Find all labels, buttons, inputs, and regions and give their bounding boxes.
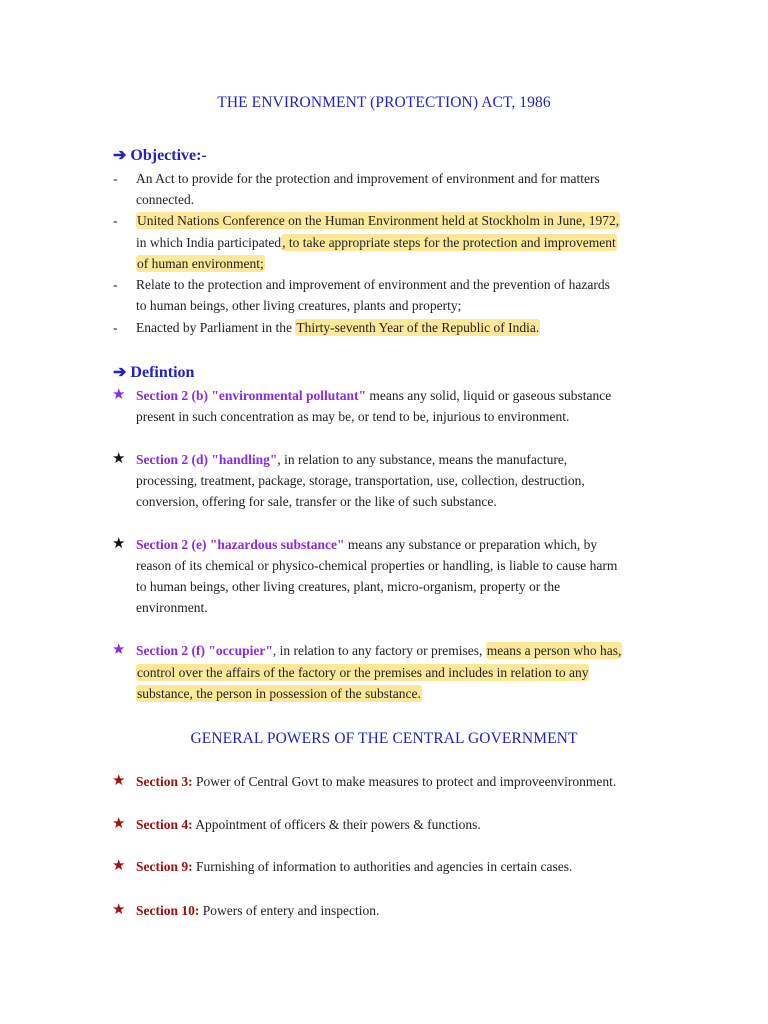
definition-1-line-1 <box>136 385 611 406</box>
highlight: control over the affairs of the factory or the premises and includes in relation to any <box>137 665 589 680</box>
definition-4-line-2 <box>136 662 589 683</box>
objective-2-line-2 <box>136 232 617 253</box>
star-icon: ★ <box>112 773 126 789</box>
star-icon: ★ <box>112 536 126 552</box>
objective-2-line-2a: in which India participated <box>136 235 282 250</box>
definition-text: , in relation to any substance, means the manufacture, <box>277 452 568 467</box>
section-text: Furnishing of information to authorities and agencies in certain cases. <box>192 859 573 874</box>
objective-3-line-2: to human beings, other living creatures, plants and property; <box>136 298 462 313</box>
star-icon: ★ <box>112 858 126 874</box>
section-number: Section 3: <box>136 774 193 789</box>
definition-3-line-4: environment. <box>136 600 208 615</box>
objective-2-line-3 <box>136 253 265 274</box>
section-number: Section 4: <box>136 817 193 832</box>
highlight: Thirty-seventh Year of the Republic of India. <box>296 320 540 335</box>
definition-term: Section 2 (e) "hazardous substance" <box>136 537 345 552</box>
objective-4-line-1 <box>136 317 540 338</box>
definition-1-line-2: present in such concentration as may be, or tend to be, injurious to environment. <box>136 409 570 424</box>
definition-3-line-2: reason of its chemical or physico-chemical properties or handling, is liable to cause harm <box>136 558 618 573</box>
section-number: Section 10: <box>136 903 200 918</box>
star-icon: ★ <box>112 642 126 658</box>
definition-term: Section 2 (b) "environmental pollutant" <box>136 388 367 403</box>
arrow-icon: ➔ <box>113 364 127 381</box>
section-text: Appointment of officers & their powers & functions. <box>192 817 481 832</box>
star-icon: ★ <box>112 816 126 832</box>
section-text: Powers of entery and inspection. <box>199 903 380 918</box>
definition-4-line-3 <box>136 683 422 704</box>
definition-2-line-1 <box>136 449 567 470</box>
objective-4-line-1a: Enacted by Parliament in the <box>136 320 296 335</box>
objective-1-line-1: An Act to provide for the protection and improvement of environment and for matters <box>136 171 600 186</box>
highlight: of human environment; <box>137 256 264 271</box>
objective-3-line-1: Relate to the protection and improvement of environment and the prevention of hazards <box>136 277 610 292</box>
section-text: Power of Central Govt to make measures to protect and improveenvironment. <box>192 774 617 789</box>
highlight: means a person who has, <box>486 643 622 658</box>
highlight: United Nations Conference on the Human Environment held at Stockholm in June, 1972, <box>137 213 620 228</box>
definition-3-line-3: to human beings, other living creatures, plant, micro-organism, property or the <box>136 579 561 594</box>
definition-term: Section 2 (f) "occupier" <box>136 643 273 658</box>
definition-text: , in relation to any factory or premises, <box>272 643 486 658</box>
bullet-dash: - <box>113 171 118 186</box>
bullet-dash: - <box>113 320 118 335</box>
star-icon: ★ <box>112 451 126 467</box>
bullet-dash: - <box>113 277 118 292</box>
objective-2-line-1 <box>136 210 620 231</box>
definition-heading <box>113 362 194 382</box>
definition-4-line-1 <box>136 640 622 661</box>
definition-term: Section 2 (d) "handling" <box>136 452 278 467</box>
section-number: Section 9: <box>136 859 193 874</box>
power-item <box>136 814 481 835</box>
bullet-dash: - <box>113 213 118 228</box>
highlight: , to take appropriate steps for the protection and improvement <box>282 235 616 250</box>
definition-2-line-2: processing, treatment, package, storage, transportation, use, collection, destruction, <box>136 473 585 488</box>
definition-2-line-3: conversion, offering for sale, transfer or the like of such substance. <box>136 494 497 509</box>
objective-heading <box>113 145 207 165</box>
definition-text: means any solid, liquid or gaseous substance <box>366 388 612 403</box>
definition-text: means any substance or preparation which, by <box>344 537 598 552</box>
star-icon: ★ <box>112 902 126 918</box>
star-icon: ★ <box>112 387 126 403</box>
definition-heading-text: Defintion <box>130 364 195 381</box>
powers-heading: GENERAL POWERS OF THE CENTRAL GOVERNMENT <box>190 730 578 747</box>
highlight: substance, the person in possession of the substance. <box>137 686 421 701</box>
arrow-icon: ➔ <box>113 147 127 164</box>
power-item <box>136 900 379 921</box>
definition-3-line-1 <box>136 534 597 555</box>
objective-1-line-2: connected. <box>136 192 195 207</box>
objective-heading-text: Objective:- <box>130 147 207 164</box>
power-item <box>136 856 572 877</box>
power-item <box>136 771 616 792</box>
document-title: THE ENVIRONMENT (PROTECTION) ACT, 1986 <box>217 94 551 111</box>
